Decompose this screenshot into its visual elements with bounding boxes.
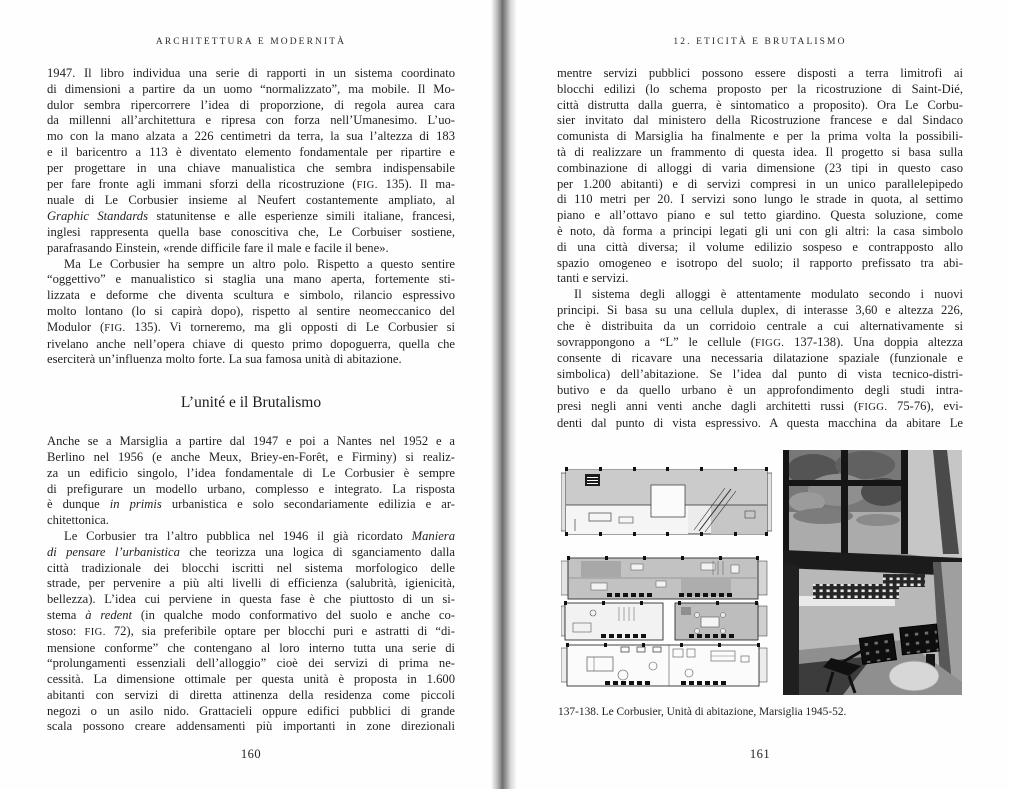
unite-interior-photo (783, 450, 962, 695)
text-line: mensione conforme” che contengano al loro interno tutta una serie di (47, 640, 455, 655)
text-line: di prefigurare un modello urbano, complesso e integrato. La risposta (47, 481, 455, 496)
text-line: stoso: FIG. 72), sia preferibile optare per blocchi puri e astratti di “di- (47, 623, 455, 638)
text-line: lizzata e deforme che diventa scultura e simbolo, rilancio espressivo (47, 288, 455, 303)
text-line: za un edificio singolo, l’idea fondamentale di Le Corbusier è sempre (47, 465, 455, 480)
text-line: per progettare in una chiave manualistica che sembra indispensabile (47, 160, 455, 175)
text-line: è noto, dà forma a principi legati gli uni con gli altri: la casa simbolo (557, 223, 963, 238)
text-line: strade, per pervenire a più alti livelli di efficienza (salubrità, igienicità, (47, 576, 455, 591)
text-line: consente di ricavare una necessaria dilatazione spaziale (funzionale e (557, 351, 963, 366)
section-heading: L’unité e il Brutalismo (180, 394, 322, 412)
text-line: città distrutta dalla guerra, è sintomatico a proposito). Ora Le Corbu- (557, 97, 963, 112)
text-line: tanti e servizi. (557, 271, 629, 286)
book-gutter-shadow (491, 0, 517, 789)
lower-plan-strip (561, 643, 767, 686)
text-line: scala possono creare addensamenti più importanti in zone direzionali (47, 719, 455, 734)
page-number-left: 160 (240, 747, 262, 761)
upper-plan-strip (561, 556, 767, 599)
text-line: di 110 metri per 20. I servizi sono lungo le strade in quota, al settimo (557, 192, 963, 207)
page-right (557, 0, 963, 789)
text-line: denti dal punto di vista espressivo. A questa macchina da abitare Le (557, 415, 963, 430)
text-line: di una città diversa; il volume edilizio sospeso e contrapposto allo (557, 239, 963, 254)
interior-photo-svg (783, 450, 962, 695)
text-line: sovrappongono a “L” le cellule (FIGG. 137-138). Una doppia altezza (557, 334, 964, 349)
text-line: sier invitato dal ministero della Ricostruzione francese e dal Sindaco (557, 113, 963, 128)
text-line: tà di realizzare un frammento di questa idea. Il progetto si basa sulla (557, 144, 963, 159)
text-line: rivelano anche nell’opera chiave di questo primo dopoguerra, quella che (47, 336, 455, 351)
text-line: “prolungamenti essenziali dell’alloggio” cioè dei servizi di prima ne- (47, 656, 455, 671)
plans-drawing-svg (561, 461, 772, 688)
text-line: mo con la mano alzata a 226 centimetri da terra, la sua l’altezza di 183 (47, 129, 455, 144)
text-line: Modulor (FIG. 135). Vi torneremo, ma gli opposti di Le Corbusier si (47, 319, 456, 334)
text-line: bellezza). L’idea cui perviene in questa fase è che piuttosto di un si- (47, 592, 455, 607)
text-line: piano e all’ottavo piano e sul tetto giardino. Questa soluzione, come (557, 208, 963, 223)
text-line: Il sistema degli alloggi è attentamente modulato secondo i nuovi (574, 287, 963, 302)
text-line: comunista di Marsiglia ha finalmente e per la prima volta la possibili- (557, 129, 963, 144)
text-line: Berlino nel 1956 (e anche Meux, Briey-en-Forêt, e Firminy) si realiz- (47, 449, 455, 464)
right-paragraph-block (557, 66, 963, 431)
left-paragraph-block-b (47, 434, 455, 735)
text-line: per fare fronte agli immani sforzi della ricostruzione (FIG. 135). Il ma- (47, 176, 455, 191)
text-line: Ma Le Corbusier ha sempre un altro polo. Rispetto a questo sentire (64, 256, 455, 271)
text-line: butivo e da quello urbano è un approfondimento degli studi intra- (557, 382, 963, 397)
text-line: e il baricentro a 113 è diventato elemento fondamentale per ripartire e (47, 144, 455, 159)
running-head-left: ARCHITETTURA E MODERNITÀ (155, 37, 347, 47)
text-line: Anche se a Marsiglia a partire dal 1947 e poi a Nantes nel 1952 e a (47, 434, 455, 449)
left-paragraph-block-a (47, 66, 455, 368)
right-body-text (557, 66, 963, 431)
text-line: “oggettivo” e manualistico si staglia una mano aperta, fortemente sti- (47, 272, 455, 287)
figure-caption: 137-138. Le Corbusier, Unità di abitazione, Marsiglia 1945-52. (558, 706, 847, 718)
running-head-right: 12. ETICITÀ E BRUTALISMO (673, 37, 847, 47)
text-line: inglesi rappresenta quella base conoscitiva che, Le Corbuiser sostiene, (47, 224, 455, 239)
page-left (47, 0, 455, 789)
text-line: mentre servizi pubblici possono essere disposti a terra limitrofi ai (557, 66, 963, 80)
text-line: spazio omogeneo e isotropo del suolo; il rapporto prefissato tra abi- (557, 255, 963, 270)
text-line: 1947. Il libro individua una serie di rapporti in un sistema coordinato (47, 66, 455, 80)
page-number-right: 161 (749, 747, 771, 761)
text-line: simbolica) dell’abitazione. Se l’idea dal punto di vista tecnico-distri- (557, 367, 963, 382)
text-line: Le Corbusier tra l’altro pubblica nel 1946 il già ricordato Maniera (64, 528, 455, 543)
text-line: dulor sembra ripercorrere l’idea di proporzione, di regola aurea cara (47, 97, 455, 112)
text-line: Graphic Standards statunitense e alle esperienze simili italiane, francesi, (47, 209, 455, 224)
text-line: abitanti con servizi di diretta attinenza della residenza come piccoli (47, 687, 455, 702)
unite-plans-figure (561, 461, 772, 688)
text-line: negozi o un asilo nido. Grattacieli oppure edifici pubblici di grande (47, 703, 455, 718)
text-line: città tradizionale dei blocchi iscritti nel sistema morfologico delle (47, 560, 455, 575)
text-line: presi negli anni venti anche dagli architetti russi (FIGG. 75-76), evi- (557, 398, 963, 413)
text-line: principi. Si basa su una cellula duplex, di interasse 3,60 e altezza 226, (557, 302, 963, 317)
mid-plan-strip (561, 601, 767, 640)
text-line: per 1.200 abitanti) e di servizi compresi in un unico parallelepipedo (557, 176, 963, 191)
text-line: molto lontano (lo si capirà dopo), rispetto al sentire neomeccanico del (47, 303, 455, 318)
text-line: è dunque in primis urbanistica e solo secondariamente edilizia e ar- (47, 497, 455, 512)
text-line: da millenni all’architettura e ripresa con forza nell’Umanesimo. L’uo- (47, 113, 455, 128)
text-line: nuale di Le Corbusier insieme al Neufert costantemente ampliato, al (47, 193, 455, 208)
text-line: di pensare l’urbanistica che teorizza una logica di sganciamento dalla (47, 544, 455, 559)
text-line: chitettonica. (47, 513, 109, 528)
text-line: parafrasando Einstein, «rende difficile fare il male e facile il bene». (47, 240, 389, 255)
text-line: blocchi edilizi (lo schema proposto per la ricostruzione di Saint-Dié, (557, 81, 963, 96)
left-body-text (47, 66, 455, 735)
text-line: eserciterà un’influenza molto forte. La sua famosa unità di abitazione. (47, 352, 402, 367)
text-line: di dimensioni a partire da un uomo “normalizzato”, ma mobile. Il Mo- (47, 81, 455, 96)
text-line: stema à redent (in qualche modo conformativo del suolo e anche co- (47, 607, 455, 622)
text-line: combinazione di alloggi di varia dimensione (23 tipi in questo caso (557, 160, 963, 175)
section-strip (561, 467, 772, 536)
text-line: che è distribuita da un corridoio centrale a cui alternativamente si (557, 318, 963, 333)
text-line: cessità. La dimensione ottimale per questa unità è proposta in 1.600 (47, 672, 455, 687)
